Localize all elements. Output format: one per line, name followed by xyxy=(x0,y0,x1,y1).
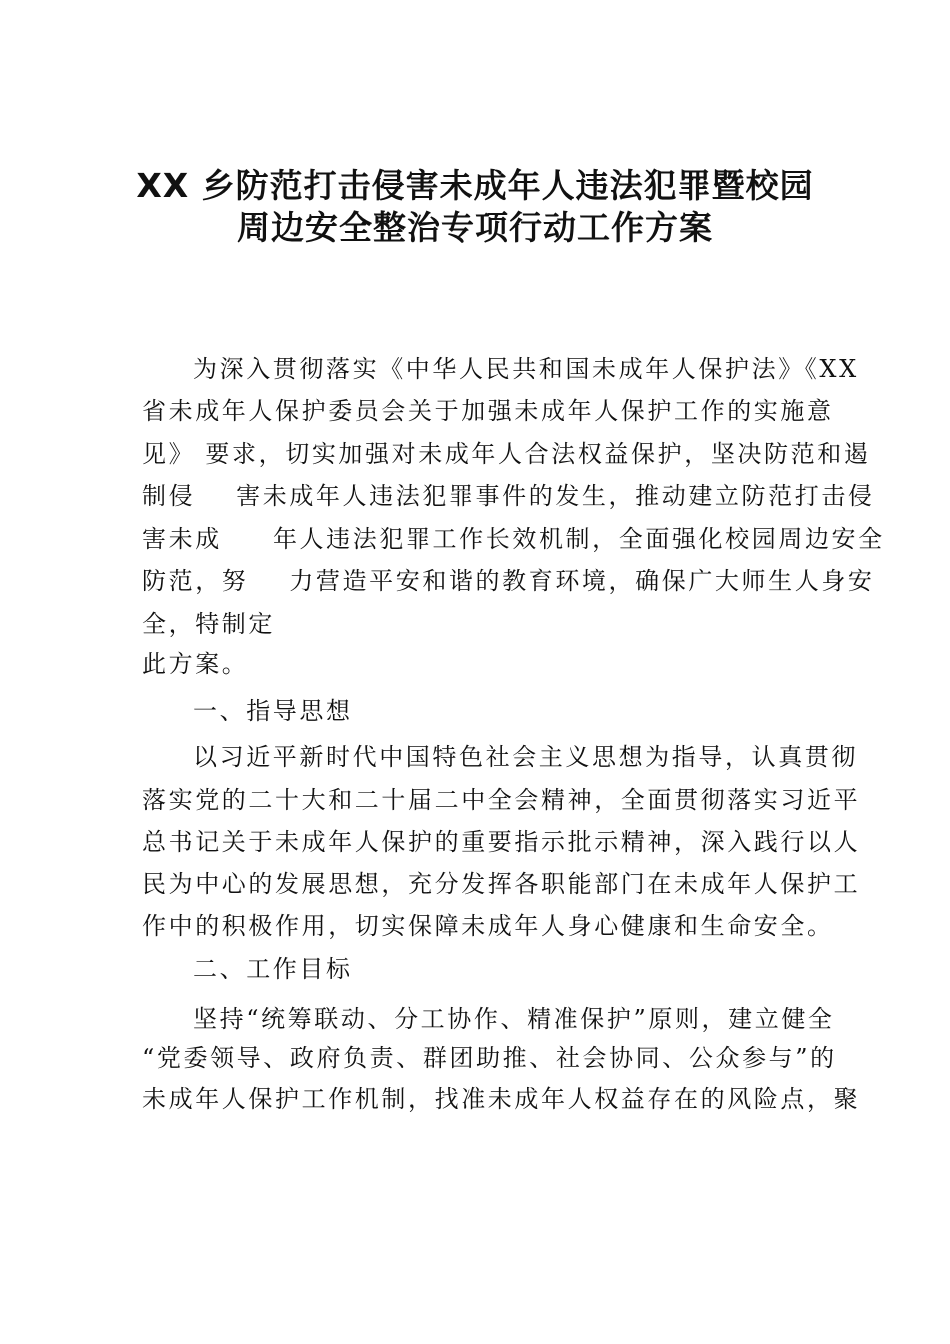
body-text-line: “党委领导、政府负责、群团助推、社会协同、公众参与”的 xyxy=(142,1044,837,1072)
body-text-line: 害未成 年人违法犯罪工作长效机制，全面强化校园周边安全 xyxy=(142,525,885,553)
document-title-line-1: XX 乡防范打击侵害未成年人违法犯罪暨校园 xyxy=(136,166,814,205)
body-text-line: 未成年人保护工作机制，找准未成年人权益存在的风险点，聚 xyxy=(142,1085,861,1113)
document-title-line-2: 周边安全整治专项行动工作方案 xyxy=(237,208,713,247)
section-heading: 二、工作目标 xyxy=(193,955,353,983)
body-text-line: 为深入贯彻落实《中华人民共和国未成年人保护法》《XX xyxy=(193,355,859,383)
body-text-line: 民为中心的发展思想，充分发挥各职能部门在未成年人保护工 xyxy=(142,870,861,898)
body-text-line: 全，特制定 xyxy=(142,610,275,638)
body-text-line: 作中的积极作用，切实保障未成年人身心健康和生命安全。 xyxy=(142,912,834,940)
body-text-line: 落实党的二十大和二十届二中全会精神，全面贯彻落实习近平 xyxy=(142,786,861,814)
body-text-line: 总书记关于未成年人保护的重要指示批示精神，深入践行以人 xyxy=(142,828,861,856)
body-text-line: 坚持“统筹联动、分工协作、精准保护”原则，建立健全 xyxy=(193,1005,835,1033)
body-text-line: 以习近平新时代中国特色社会主义思想为指导，认真贯彻 xyxy=(193,743,858,771)
body-text-line: 制侵 害未成年人违法犯罪事件的发生，推动建立防范打击侵 xyxy=(142,482,875,510)
body-text-line: 防范，努 力营造平安和谐的教育环境，确保广大师生人身安 xyxy=(142,567,875,595)
body-text-line: 见》 要求，切实加强对未成年人合法权益保护，坚决防范和遏 xyxy=(142,440,871,468)
section-heading: 一、指导思想 xyxy=(193,697,353,725)
body-text-line: 此方案。 xyxy=(142,650,249,678)
body-text-line: 省未成年人保护委员会关于加强未成年人保护工作的实施意 xyxy=(142,397,834,425)
